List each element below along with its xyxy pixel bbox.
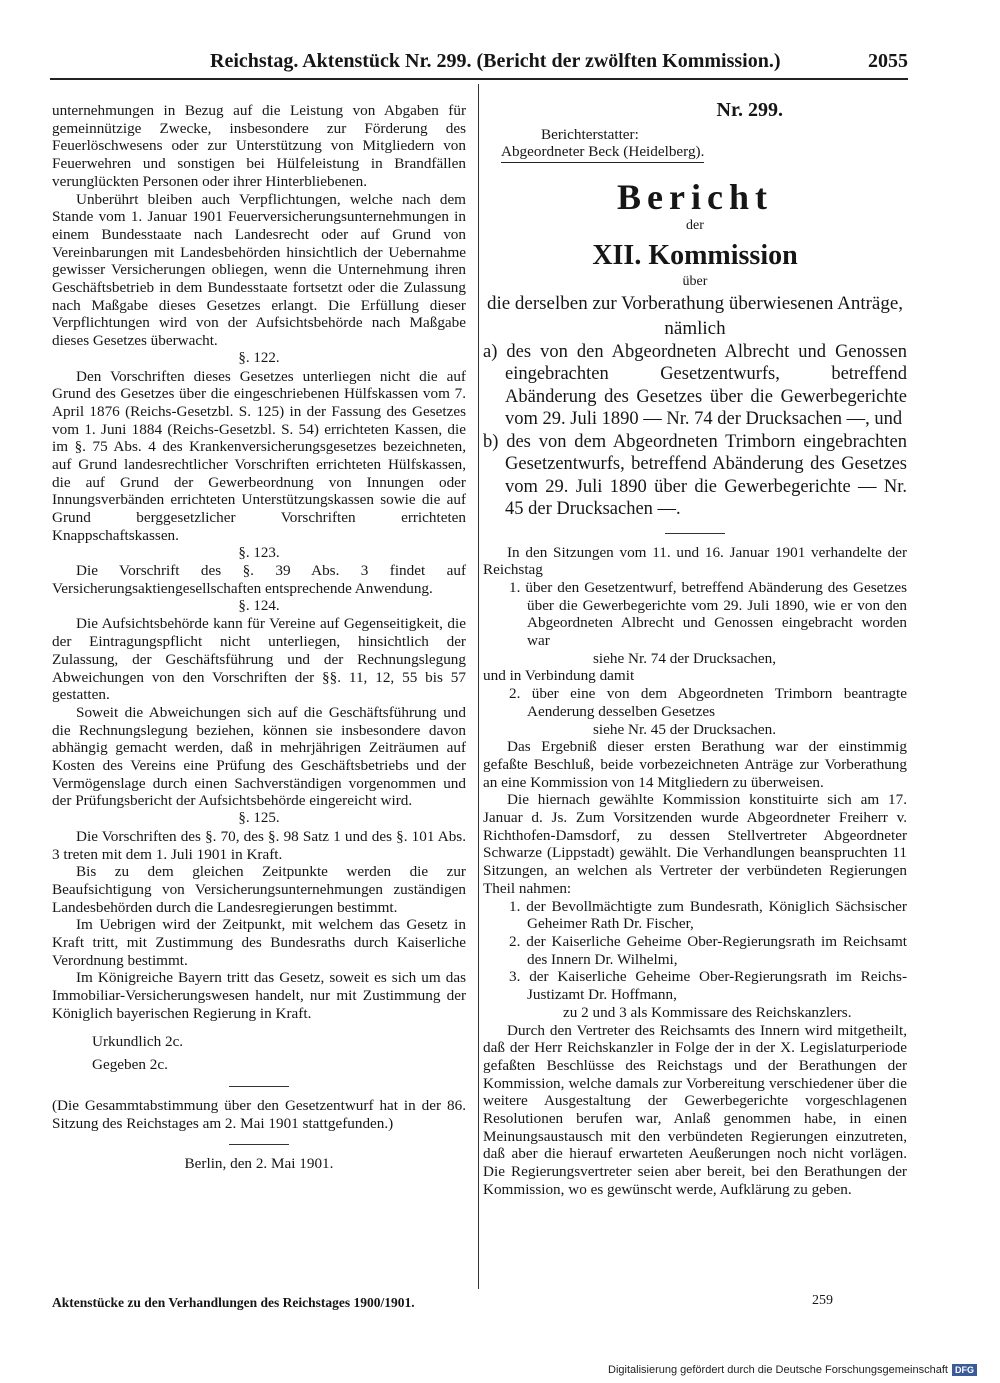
- commission-title: XII. Kommission: [592, 239, 798, 271]
- list-item: 3. der Kaiserliche Geheime Ober-Regierungsrath im Reichs-Justizamt Dr. Hoffmann,: [509, 968, 907, 1004]
- paragraph: Die Aufsichtsbehörde kann für Vereine auf Gegenseitigkeit, die der Eintragungspflicht nicht unterliegen, hinsichtlich der Zulassung, der Geschäftsführung und der Rechnungslegung Abweichungen von den Vorschriften der §§. 11, 12, 55 bis 57 gestatten.: [52, 615, 466, 704]
- divider: [229, 1086, 289, 1087]
- motion-item-a: a) des von den Abgeordneten Albrecht und Genossen eingebrachten Gesetzentwurfs, betreffend Abänderung des Gesetzes über die Gewerbegerichte vom 29. Juli 1890 — Nr. 74 der Drucksachen —, und: [483, 341, 907, 430]
- paragraph: Soweit die Abweichungen sich auf die Geschäftsführung und die Rechnungslegung beziehen, können sie insbesondere davon abhängig gemacht werden, daß in mehrjährigen Zeiträumen auf Kosten des Vereins eine Prüfung des Geschäftsbetriebs und der Vermögenslage durch einen Sachverständigen vorgenommen und der Prüfungsbericht der Aufsichtsbehörde eingereicht wird.: [52, 703, 466, 810]
- paragraph: In den Sitzungen vom 11. und 16. Januar 1901 verhandelte der Reichstag: [483, 543, 907, 579]
- list-item: 2. über eine von dem Abgeordneten Trimborn beantragte Aenderung desselben Gesetzes: [509, 685, 907, 720]
- divider: [229, 1144, 289, 1145]
- section-heading: §. 122.: [238, 349, 280, 366]
- dfg-credit: [608, 1364, 977, 1376]
- reference-line: siehe Nr. 45 der Drucksachen.: [593, 720, 777, 738]
- gegeben-line: Gegeben 2c.: [92, 1056, 168, 1074]
- rapporteur-label: Berichterstatter:: [541, 125, 639, 143]
- section-heading: §. 123.: [238, 544, 280, 561]
- closing-formula: [52, 1033, 466, 1074]
- motion-item-b: b) des von dem Abgeordneten Trimborn eingebrachten Gesetzentwurfs, betreffend Abänderung des Gesetzes vom 29. Juli 1890 über die Gewerbegerichte — Nr. 45 der Drucksachen —.: [483, 431, 907, 520]
- paragraph: Durch den Vertreter des Reichsamts des Innern wird mitgetheilt, daß der Herr Reichskanzler in Folge der in der X. Legislaturperiode gefaßten Beschlüsse des Reichstags und der Berathungen der Kommission, welche damals zur Vorbereitung verschiedener über die weitere Ausgestaltung der Gewerbegerichte vorgeschlagenen Resolutionen berufen war, Anlaß genommen habe, in einen Meinungsaustausch mit den verbündeten Regierungen einzutreten, daß aber die hierauf erwarteten Aeußerungen noch nicht vorlägen. Die Regierungsvertreter seien aber bereit, bei den Berathungen der Kommission, wo es gewünscht werde, Aufklärung zu geben.: [483, 1021, 907, 1198]
- footer-sheet-number: 259: [812, 1293, 833, 1308]
- report-title: Bericht: [617, 177, 773, 218]
- rapporteur-name: Abgeordneter Beck (Heidelberg).: [501, 143, 704, 163]
- reference-line: siehe Nr. 74 der Drucksachen,: [593, 649, 777, 667]
- rapporteur: [483, 126, 907, 163]
- paragraph: Bis zu dem gleichen Zeitpunkte werden die zur Beaufsichtigung von Versicherungsunternehmungen zuständigen Landesbehörden durch die Landesregierungen bestimmt.: [52, 863, 466, 916]
- list-item: 1. über den Gesetzentwurf, betreffend Abänderung des Gesetzes über die Gewerbegerichte vom 29. Juli 1890, wie er von den Abgeordneten Albrecht und Genossen eingebracht worden war: [509, 578, 907, 650]
- paragraph: Die Vorschrift des §. 39 Abs. 3 findet auf Versicherungsaktiengesellschaften entsprechende Anwendung.: [52, 562, 466, 597]
- dfg-credit-text: Digitalisierung gefördert durch die Deutsche Forschungsgemeinschaft: [608, 1364, 948, 1376]
- list-item: 1. der Bevollmächtigte zum Bundesrath, Königlich Sächsischer Geheimer Rath Dr. Fischer,: [509, 897, 907, 933]
- section-heading: §. 124.: [238, 597, 280, 614]
- paragraph: Im Königreiche Bayern tritt das Gesetz, soweit es sich um das Immobiliar-Versicherungswesen handelt, nur mit Zustimmung der Königlich bayerischen Regierung in Kraft.: [52, 969, 466, 1022]
- section-heading: §. 125.: [238, 810, 280, 827]
- paragraph: Die hiernach gewählte Kommission konstituirte sich am 17. Januar d. Js. Zum Vorsitzenden wurde Abgeordneter Freiherr v. Richthofen-Damsdorf, zu dessen Stellvertreter Abgeordneter Schwarze (Lippstadt) gewählt. Die Verhandlungen beanspruchten 11 Sitzungen, an welchen als Vertreter der verbündeten Regierungen Theil nahmen:: [483, 791, 907, 897]
- divider: [665, 533, 725, 534]
- page-header: [50, 48, 908, 80]
- left-column: [52, 102, 466, 1173]
- paragraph: Die Vorschriften des §. 70, des §. 98 Satz 1 und des §. 101 Abs. 3 treten mit dem 1. Juli 1901 in Kraft.: [52, 827, 466, 863]
- column-divider: [478, 84, 479, 1289]
- header-title: Reichstag. Aktenstück Nr. 299. (Bericht der zwölften Kommission.): [210, 50, 781, 72]
- paragraph: Den Vorschriften dieses Gesetzes unterliegen nicht die auf Grund des Gesetzes über die eingeschriebenen Hülfskassen vom 7. April 1876 (Reichs-Gesetzbl. S. 125) in der Fassung des Gesetzes vom 1. Juni 1884 (Reichs-Gesetzbl. S. 54) errichteten Kassen, die im §. 75 Abs. 4 des Krankenversicherungsgesetzes bezeichneten, auf Grund landesrechtlicher Vorschriften errichteten Hülfskassen, die auf Grund der Gewerbeordnung von Innungen oder Innungsverbänden errichteten Unterstützungskassen sowie die auf Grund berggesetzlicher Vorschriften errichteten Knappschaftskassen.: [52, 367, 466, 544]
- paragraph: Im Uebrigen wird der Zeitpunkt, mit welchem das Gesetz in Kraft tritt, mit Zustimmung des Bundesraths durch Kaiserliche Verordnung bestimmt.: [52, 916, 466, 969]
- document-number: Nr. 299.: [716, 99, 783, 121]
- report-subject: die derselben zur Vorberathung überwiesenen Anträge, nämlich: [486, 292, 904, 339]
- dfg-logo-icon: DFG: [952, 1364, 977, 1376]
- page-number: 2055: [868, 50, 908, 72]
- paragraph: unternehmungen in Bezug auf die Leistung von Abgaben für gemeinnützige Zwecke, insbesondere zur Förderung des Feuerlöschwesens oder zur Unterstützung von Mitgliedern von Feuerwehren und sonstigen bei Hülfeleistung in Brandfällen verunglückten Personen oder ihrer Hinterbliebenen.: [52, 102, 466, 190]
- commissioner-note: zu 2 und 3 als Kommissare des Reichskanzlers.: [563, 1003, 852, 1021]
- vote-note: (Die Gesammtabstimmung über den Gesetzentwurf hat in der 86. Sitzung des Reichstages am 2. Mai 1901 stattgefunden.): [52, 1096, 466, 1132]
- title-der: der: [686, 218, 704, 234]
- paragraph: Unberührt bleiben auch Verpflichtungen, welche nach dem Stande vom 1. Januar 1901 Feuerversicherungsunternehmungen in einem Bundesstaate nach Landesrecht oder auf Grund von Vereinbarungen mit Landesbehörden hinsichtlich der Uebernahme gewisser Versicherungen obliegen, wenn die Unternehmung ihren Geschäftsbetrieb in dem Bundesstaate fortsetzt oder die Zulassung nach Maßgabe dieses Gesetzes erlangt. Die Erfüllung dieser Verpflichtungen wird von der Aufsichtsbehörde nach Maßgabe dieses Gesetzes überwacht.: [52, 190, 466, 350]
- title-ueber: über: [682, 273, 708, 289]
- footer-source: Aktenstücke zu den Verhandlungen des Reichstages 1900/1901.: [52, 1295, 415, 1310]
- paragraph: und in Verbindung damit: [483, 667, 635, 685]
- urkundlich-line: Urkundlich 2c.: [92, 1032, 184, 1050]
- list-item: 2. der Kaiserliche Geheime Ober-Regierungsrath im Reichsamt des Innern Dr. Wilhelmi,: [509, 932, 907, 968]
- date-line: Berlin, den 2. Mai 1901.: [184, 1155, 334, 1173]
- right-column: [483, 99, 907, 1199]
- paragraph: Das Ergebniß dieser ersten Berathung war der einstimmig gefaßte Beschluß, beide vorbezeichneten Anträge zur Vorberathung an eine Kommission von 14 Mitgliedern zu überweisen.: [483, 738, 907, 791]
